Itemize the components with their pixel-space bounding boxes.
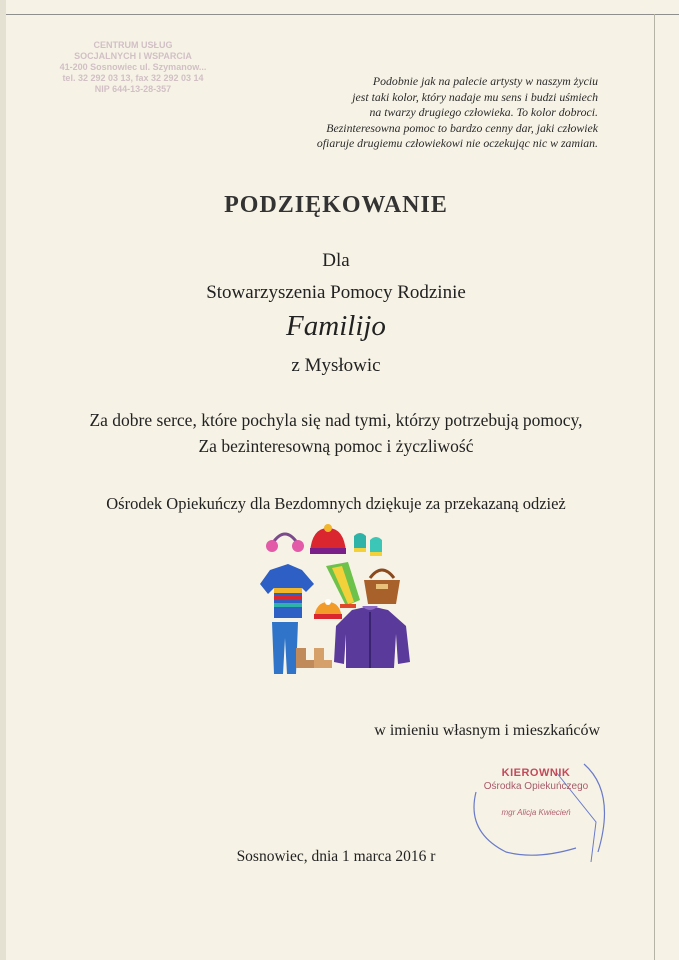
page-title: PODZIĘKOWANIE	[224, 192, 448, 218]
epigraph-line: ofiaruje drugiemu człowiekowi nie oczekując nic w zamian.	[316, 136, 598, 150]
handbag-icon	[364, 570, 400, 604]
sweater-icon	[260, 564, 314, 618]
scarf-icon	[326, 562, 360, 608]
stamp-name: mgr Alicja Kwiecień	[501, 808, 571, 817]
epigraph-line: Bezinteresowna pomoc to bardzo cenny dar, jaki człowiek	[326, 120, 598, 135]
recipient-dla: Dla	[322, 250, 350, 271]
stamp-title: KIEROWNIK	[501, 767, 571, 779]
red-hat-icon	[310, 524, 346, 554]
top-rule	[0, 14, 679, 15]
epigraph-line: jest taki kolor, który nadaje mu sens i budzi uśmiech	[352, 89, 598, 104]
boots-icon	[296, 648, 332, 668]
jeans-icon	[272, 622, 298, 674]
stamp-line: NIP 644-13-28-357	[94, 84, 172, 94]
recipient-organization: Stowarzyszenia Pomocy Rodzinie	[206, 282, 466, 303]
striped-hat-icon	[314, 599, 342, 619]
thanks-line-2: Za bezinteresowną pomoc i życzliwość	[198, 436, 474, 456]
earmuffs-icon	[266, 534, 304, 552]
stamp-line: tel. 32 292 03 13, fax 32 292 03 14	[62, 73, 204, 83]
left-edge	[0, 0, 6, 960]
thanks-line-1: Za dobre serce, które pochyla się nad tymi, którzy potrzebują pomocy,	[89, 410, 583, 430]
clothes-illustration	[258, 522, 418, 682]
stamp-subtitle: Ośrodka Opiekuńczego	[483, 781, 589, 792]
right-edge	[654, 14, 655, 960]
signature-line: w imieniu własnym i mieszkańców	[374, 722, 600, 739]
epigraph	[240, 74, 598, 152]
donation-text: Ośrodek Opiekuńczy dla Bezdomnych dziękuje za przekazaną odzież	[106, 494, 566, 513]
epigraph-line: Podobnie jak na palecie artysty w naszym życiu	[372, 74, 598, 88]
recipient-name: Familijo	[286, 310, 386, 342]
director-stamp	[466, 752, 616, 862]
stamp-line: SOCJALNYCH I WSPARCIA	[74, 51, 192, 61]
stamp-line: CENTRUM USŁUG	[93, 40, 173, 50]
date-line: Sosnowiec, dnia 1 marca 2016 r	[236, 848, 436, 865]
epigraph-line: na twarzy drugiego człowieka. To kolor dobroci.	[369, 105, 598, 119]
recipient-city: z Mysłowic	[291, 355, 381, 376]
institution-stamp	[38, 40, 228, 95]
mittens-icon	[354, 533, 382, 556]
jacket-icon	[334, 606, 410, 668]
stamp-line: 41-200 Sosnowiec ul. Szymanow...	[59, 62, 207, 72]
